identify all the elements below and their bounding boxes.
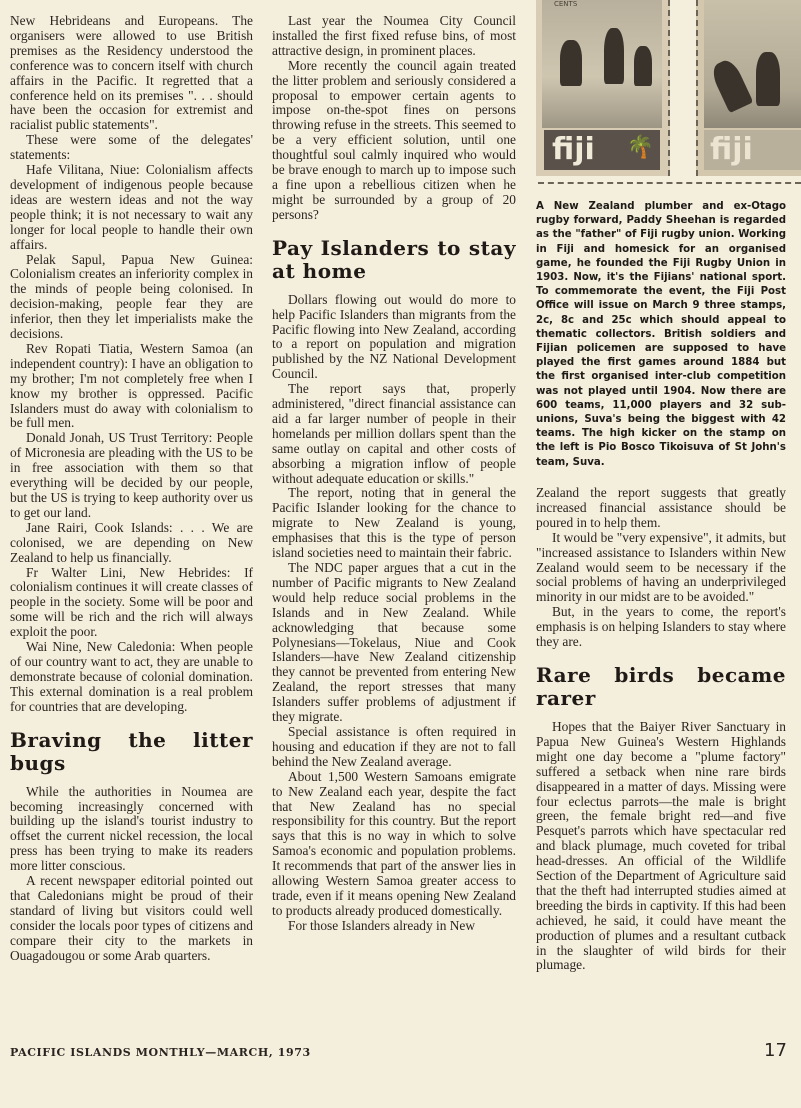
paragraph: Pelak Sapul, Papua New Guinea: Colonialism creates an inferiority complex in the minds of people being colonised. In decision-making, people fear they are inferior, then they let imperialists make the decisions. <box>10 251 253 342</box>
paragraph: For those Islanders already in New <box>288 917 476 933</box>
headline-rare-birds: Rare birds became rarer <box>536 662 786 710</box>
rugby-player-figure <box>604 28 624 84</box>
rugby-player-figure <box>756 52 780 106</box>
fiji-rugby-stamps-image <box>530 0 801 186</box>
paragraph: New Hebrideans and Europeans. The organisers were allowed to use British premises as the Residency understood the conference was to concern itself with church affairs in the Pacific. It regretted that a conference held on its premises ". . . should have been the occasion for extremist and racialist public statements". <box>10 13 253 133</box>
paragraph: Hafe Vilitana, Niue: Colonialism affects development of indigenous people because ideas are western ideas and not the way people think; it is not necessary to wait any longer for local people to handle their own affairs. <box>10 162 253 252</box>
paragraph: Jane Rairi, Cook Islands: . . . We are colonised, we are depending on New Zealand to help us financially. <box>10 519 253 565</box>
article-column-1 <box>10 14 253 963</box>
stamp-label-text: fiji <box>552 132 595 167</box>
stamp-right <box>696 0 801 176</box>
perforation-divider <box>538 182 801 184</box>
paragraph: Wai Nine, New Caledonia: When people of our country want to act, they are unable to demonstrate because of colonial domination. This external domination is a real problem for countries that are developing. <box>10 639 253 714</box>
paragraph: Donald Jonah, US Trust Territory: People of Micronesia are pleading with the US to be in free association with them so that everything will be decided by our people, but the US is trying to keep authority over us to get our land. <box>10 430 253 520</box>
rugby-player-figure <box>709 57 754 113</box>
paragraph: A recent newspaper editorial pointed out that Caledonians might be proud of their standard of living but visitors could well consider the locals poor types of citizens and compare their city to the markets in Ouagadougou or some Arab quarters. <box>10 873 253 963</box>
stamp-left <box>536 0 670 176</box>
stamp-country-label <box>544 130 660 170</box>
paragraph: It would be "very expensive", it admits, but "increased assistance to Islanders within New Zealand would seem to be necessary if the social problems of having an underprivileged minority in our midst are to be avoided." <box>536 529 786 605</box>
paragraph: While the authorities in Noumea are becoming increasingly concerned with building up the island's tourist industry to offset the current nickel recession, the local press has been trying to make its readers more litter conscious. <box>10 783 253 874</box>
stamp-photo <box>704 0 801 128</box>
paragraph: Hopes that the Baiyer River Sanctuary in Papua New Guinea's Western Highlands might one day become a "plume factory" suffered a setback when nine rare birds disappeared in a matter of days. Missing were four eclectus parrots—the male is bright green, the female bright red—and five Pesquet's parrots which have spectacular red and black plumage, much coveted for tribal head-dresses. An official of the Wildlife Section of the Department of Agriculture said that the theft had interrupted studies aimed at breeding the birds in captivity. If this had been achieved, he said, it could have meant the production of plumes and a resultant cutback in the slaughter of wild birds for their plumage. <box>536 718 786 973</box>
paragraph: About 1,500 Western Samoans emigrate to New Zealand each year, despite the fact that New Zealand has no special responsibility for this country. But the report says that this is no way in which to solve Samoa's economic and population problems. It recommends that part of the answer lies in allowing Western Samoa greater access to trade, even if it means opening New Zealand to products already produced domestically. <box>272 768 516 918</box>
publication-footer: PACIFIC ISLANDS MONTHLY—MARCH, 1973 <box>10 1046 311 1059</box>
paragraph: Special assistance is often required in housing and education if they are not to fall behind the New Zealand average. <box>272 723 516 769</box>
paragraph: Dollars flowing out would do more to help Pacific Islanders than migrants from the Pacific flowing into New Zealand, according to a report on population and migration published by the NZ National Development Council. <box>272 291 516 382</box>
article-column-2 <box>272 14 516 934</box>
page-number: 17 <box>764 1040 787 1061</box>
paragraph: The report, noting that in general the Pacific Islander looking for the chance to migrate to New Zealand is young, emphasises that this is the type of person island societies need to maintain their fabric. <box>272 485 516 561</box>
palm-tree-icon: 🌴 <box>626 135 654 160</box>
photo-caption: A New Zealand plumber and ex-Otago rugby forward, Paddy Sheehan is regarded as the "father" of Fiji rugby union. Working in Fiji and homesick for an organised game, he founded the Fiji Rugby Union in 1903. Now, it's the Fijians' national sport. To commemorate the event, the Fiji Post Office will issue on March 9 three stamps, 2c, 8c and 25c which should appeal to thematic collectors. British soldiers and Fijian policemen are supposed to have played the first games around 1884 but the first organised inter-club competition was not played until 1904. Now there are 600 teams, 11,000 players and 32 sub-unions, Suva's being the biggest with 42 teams. The high kicker on the stamp on the left is Pio Bosco Tikoisuva of St John's team, Suva. <box>536 201 786 468</box>
paragraph: Last year the Noumea City Council installed the first fixed refuse bins, of most attractive design, in prominent places. <box>272 13 516 58</box>
paragraph: Rev Ropati Tiatia, Western Samoa (an independent country): I have an obligation to my brother; I'm not completely free when I know my brother is oppressed. Pacific Islanders must do away with colonialism to be full men. <box>10 340 253 431</box>
headline-pay-islanders: Pay Islanders to stay at home <box>272 235 516 283</box>
paragraph: But, in the years to come, the report's emphasis is on helping Islanders to stay where they are. <box>536 604 786 650</box>
paragraph: These were some of the delegates' statements: <box>10 132 253 163</box>
stamp-photo <box>542 0 662 128</box>
paragraph: The NDC paper argues that a cut in the number of Pacific migrants to New Zealand would help reduce social problems in the Islands and in New Zealand. While acknowledging that because some Polynesians—Tokelaus, Niue and Cook Islanders—have New Zealand citizenship they cannot be prevented from entering New Zealand, the report stresses that many Islanders suffer problems of adjustment if they migrate. <box>272 560 516 725</box>
paragraph: Fr Walter Lini, New Hebrides: If colonialism continues it will create classes of people in the society. Some will be poor and some will be rich and the rich will always exploit the poor. <box>10 564 253 640</box>
stamp-corner-text: CENTS <box>554 0 578 8</box>
stamp-country-label: fiji <box>704 130 801 170</box>
paragraph: More recently the council again treated the litter problem and seriously considered a proposal to empower certain agents to impose on-the-spot fines on persons throwing refuse in the streets. This seemed to be a very efficient solution, until one thoughtful soul calmly inquired who would be brave enough to march up to impose such a fine upon a rebellious citizen when he might be surrounded by a group of 20 persons? <box>272 57 516 222</box>
rugby-player-figure <box>634 46 652 86</box>
article-column-3 <box>536 486 786 973</box>
paragraph: Zealand the report suggests that greatly increased financial assistance should be poured in to help them. <box>536 485 786 530</box>
headline-litter-bugs: Braving the litter bugs <box>10 727 253 775</box>
paragraph: The report says that, properly administered, "direct financial assistance can aid a far larger number of people in their homelands per million dollars spent than the same outlay on capital and other costs of absorbing a migration inflow of people without adequate education or skills." <box>272 381 516 486</box>
rugby-player-figure <box>560 40 582 86</box>
